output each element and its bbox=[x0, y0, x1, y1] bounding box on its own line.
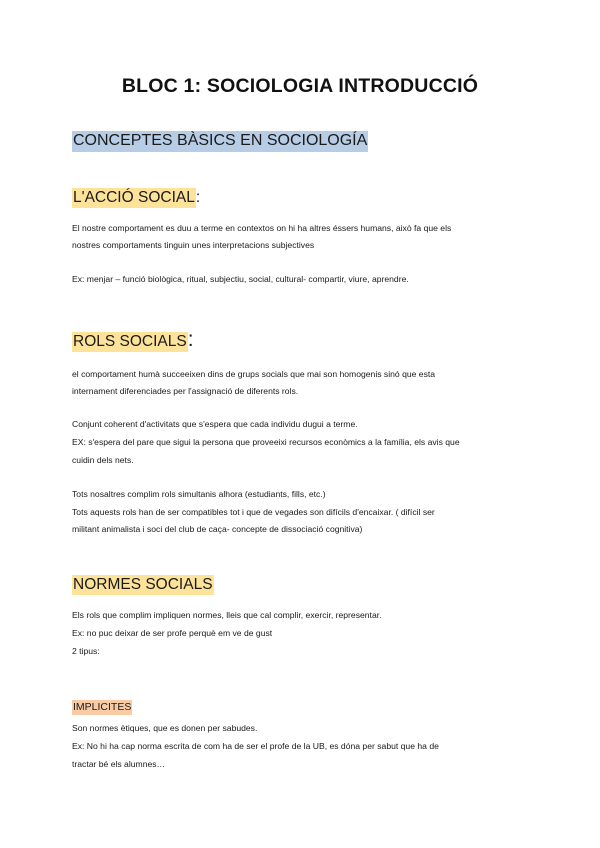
heading-accio-social bbox=[72, 189, 200, 207]
rols-socials-line-3: Conjunt coherent d'activitats que s'espera que cada individu dugui a terme. bbox=[72, 419, 358, 429]
implicites-line-2: Ex: No hi ha cap norma escrita de com ha de ser el profe de la UB, es dóna per sabut que ha de bbox=[72, 741, 439, 751]
accio-social-line-2: nostres comportaments tinguin unes interpretacions subjectives bbox=[72, 240, 315, 250]
heading-normes-socials bbox=[72, 576, 214, 594]
rols-socials-line-2: internament diferenciades per l'assignació de diferents rols. bbox=[72, 386, 299, 396]
heading-rols-socials bbox=[72, 328, 194, 352]
normes-socials-line-1: Els rols que complim impliquen normes, lleis que cal complir, exercir, representar. bbox=[72, 610, 382, 620]
heading-accio-social-label: L'ACCIÓ SOCIAL bbox=[73, 189, 195, 206]
heading-implicites-label: IMPLICITES bbox=[73, 701, 132, 713]
rols-socials-line-5: cuidin dels nets. bbox=[72, 455, 134, 465]
heading-rols-socials-colon: : bbox=[187, 328, 194, 351]
implicites-line-1: Son normes ètiques, que es donen per sabudes. bbox=[72, 723, 258, 733]
rols-socials-line-7: Tots aquests rols han de ser compatibles tot i que de vegades son difícils d'encaixar. ( difícil ser bbox=[72, 507, 435, 517]
section-heading-conceptes: CONCEPTES BÀSICS EN SOCIOLOGÍA bbox=[72, 131, 368, 152]
rols-socials-line-6: Tots nosaltres complim rols simultanis alhora (estudiants, fills, etc.) bbox=[72, 489, 326, 499]
heading-accio-social-colon: : bbox=[195, 189, 201, 206]
normes-socials-line-3: 2 tipus: bbox=[72, 646, 100, 656]
document-title: BLOC 1: SOCIOLOGIA INTRODUCCIÓ bbox=[121, 75, 479, 97]
heading-rols-socials-label: ROLS SOCIALS bbox=[73, 333, 187, 350]
heading-normes-socials-label: NORMES SOCIALS bbox=[73, 576, 213, 593]
normes-socials-line-2: Ex: no puc deixar de ser profe perquè em ve de gust bbox=[72, 628, 273, 638]
rols-socials-line-4: EX: s'espera del pare que sigui la persona que proveeixi recursos econòmics a la família, els avis que bbox=[72, 437, 460, 447]
accio-social-line-3: Ex: menjar – funció biològica, ritual, subjectiu, social, cultural- compartir, viure, aprendre. bbox=[72, 274, 409, 284]
rols-socials-line-1: el comportament humà succeeixen dins de grups socials que mai son homogenis sinó que esta bbox=[72, 369, 436, 379]
accio-social-line-1: El nostre comportament es duu a terme en contextos on hi ha altres éssers humans, això fa que els bbox=[72, 223, 452, 233]
heading-implicites bbox=[72, 697, 132, 715]
implicites-line-3: tractar bé els alumnes… bbox=[72, 759, 166, 769]
rols-socials-line-8: militant animalista i soci del club de caça- concepte de dissociació cognitiva) bbox=[72, 524, 363, 534]
